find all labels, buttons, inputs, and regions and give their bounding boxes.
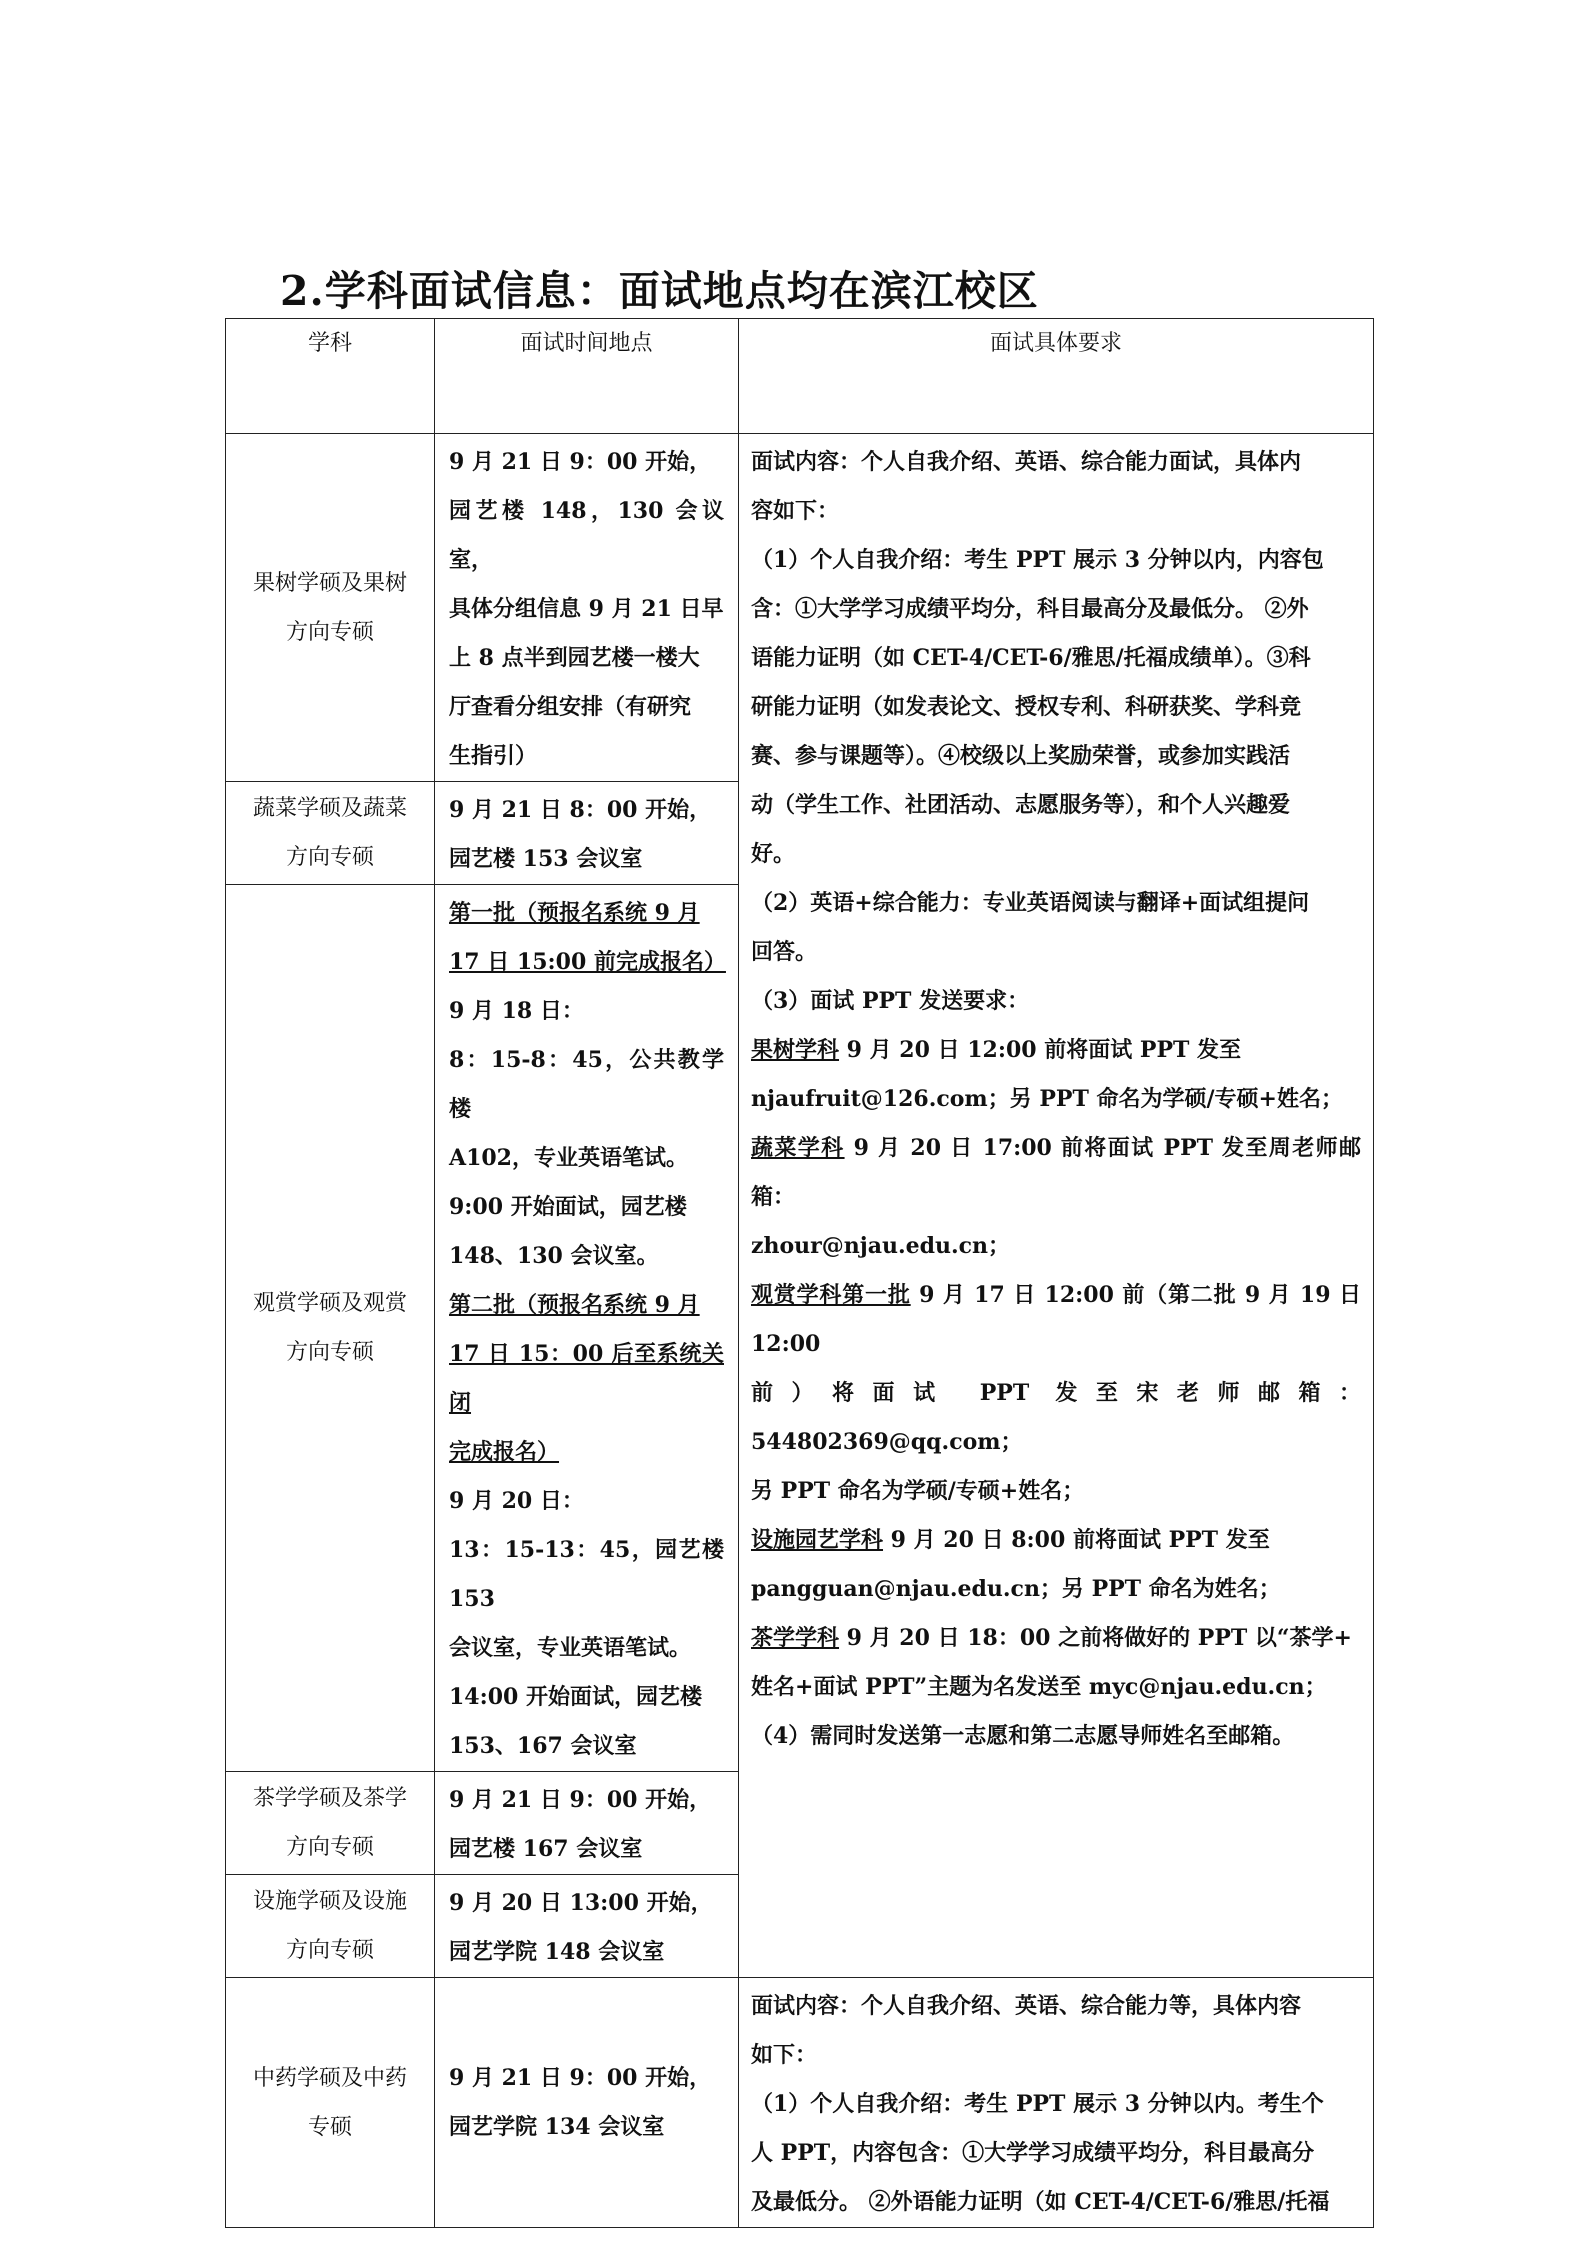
subject-cell-herbal: 中药学硕及中药 专硕 (226, 1978, 435, 2228)
time-cell-vegetable: 9 月 21 日 8：00 开始， 园艺楼 153 会议室 (435, 782, 739, 885)
header-requirements: 面试具体要求 (739, 319, 1374, 434)
ornamental-subject-label: 观赏学科第一批 (751, 1282, 911, 1308)
time-cell-fruit: 9 月 21 日 9：00 开始， 园艺楼 148，130 会议室， 具体分组信息 9 月 21 日早 上 8 点半到园艺楼一楼大 厅查看分组安排（有研究 生指引） (435, 434, 739, 782)
header-time-place: 面试时间地点 (435, 319, 739, 434)
time-cell-tea: 9 月 21 日 9：00 开始， 园艺楼 167 会议室 (435, 1772, 739, 1875)
requirements-cell-group1: 面试内容：个人自我介绍、英语、综合能力面试，具体内 容如下： （1）个人自我介绍：考生 PPT 展示 3 分钟以内，内容包 含：①大学学习成绩平均分，科目最高分及最低分。 ②外 语能力证明（如 CET-4/CET-6/雅思/托福成绩单）。③科 研能力证明（如发表论文、授权专利、科研获奖、学科竞 赛、参与课题等）。④校级以上奖励荣誉，或参加实践活 动（学生工作、社团活动、志愿服务等），和个人兴趣爱 好。 （2）英语+综合能力：专业英语阅读与翻译+面试组提问 回答。 （3）面试 PPT 发送要求： 果树学科 9 月 20 日 12:00 前将面试 PPT 发至 njaufruit@126.com；另 PPT 命名为学硕/专硕+姓名； 蔬菜学科 9 月 20 日 17:00 前将面试 PPT 发至周老师邮箱： zhour@njau.edu.cn； 观赏学科第一批 9 月 17 日 12:00 前（第二批 9 月 19 日 12:00 前）将面试 PPT 发至宋老师邮箱：544802369@qq.com； 另 PPT 命名为学硕/专硕+姓名； 设施园艺学科 9 月 20 日 8:00 前将面试 PPT 发至 pangguan@njau.edu.cn；另 PPT 命名为姓名； 茶学学科 9 月 20 日 18：00 之前将做好的 PPT 以“茶学+ 姓名+面试 PPT”主题为名发送至 myc@njau.edu.cn； （4）需同时发送第一志愿和第二志愿导师姓名至邮箱。 (739, 434, 1374, 1978)
page-title: 2.学科面试信息：面试地点均在滨江校区 (280, 267, 1039, 315)
fruit-subject-label: 果树学科 (751, 1037, 840, 1063)
time-cell-ornamental: 第一批（预报名系统 9 月 17 日 15:00 前完成报名） 9 月 18 日： 8：15-8：45，公共教学楼 A102，专业英语笔试。 9:00 开始面试，园艺楼 148、130 会议室。 第二批（预报名系统 9 月 17 日 15：00 后至系统关闭 完成报名） 9 月 20 日： 13：15-13：45，园艺楼 153 会议室，专业英语笔试。 14:00 开始面试，园艺楼 153、167 会议室 (435, 885, 739, 1772)
subject-cell-facility: 设施学硕及设施 方向专硕 (226, 1875, 435, 1978)
requirements-cell-group2: 面试内容：个人自我介绍、英语、综合能力等，具体内容 如下： （1）个人自我介绍：考生 PPT 展示 3 分钟以内。考生个 人 PPT，内容包含：①大学学习成绩平均分，科目最高分 及最低分。 ②外语能力证明（如 CET-4/CET-6/雅思/托福 (739, 1978, 1374, 2228)
subject-cell-ornamental: 观赏学硕及观赏 方向专硕 (226, 885, 435, 1772)
veg-subject-label: 蔬菜学科 (751, 1135, 845, 1161)
subject-cell-vegetable: 蔬菜学硕及蔬菜 方向专硕 (226, 782, 435, 885)
interview-info-table (225, 318, 1374, 2228)
table-row (226, 1978, 1374, 2228)
subject-cell-tea: 茶学学硕及茶学 方向专硕 (226, 1772, 435, 1875)
tea-subject-label: 茶学学科 (751, 1625, 840, 1651)
subject-cell-fruit: 果树学硕及果树 方向专硕 (226, 434, 435, 782)
header-subject: 学科 (226, 319, 435, 434)
table-row (226, 434, 1374, 782)
time-cell-facility: 9 月 20 日 13:00 开始， 园艺学院 148 会议室 (435, 1875, 739, 1978)
time-cell-herbal: 9 月 21 日 9：00 开始， 园艺学院 134 会议室 (435, 1978, 739, 2228)
table-header-row (226, 319, 1374, 434)
facility-subject-label: 设施园艺学科 (751, 1527, 884, 1553)
